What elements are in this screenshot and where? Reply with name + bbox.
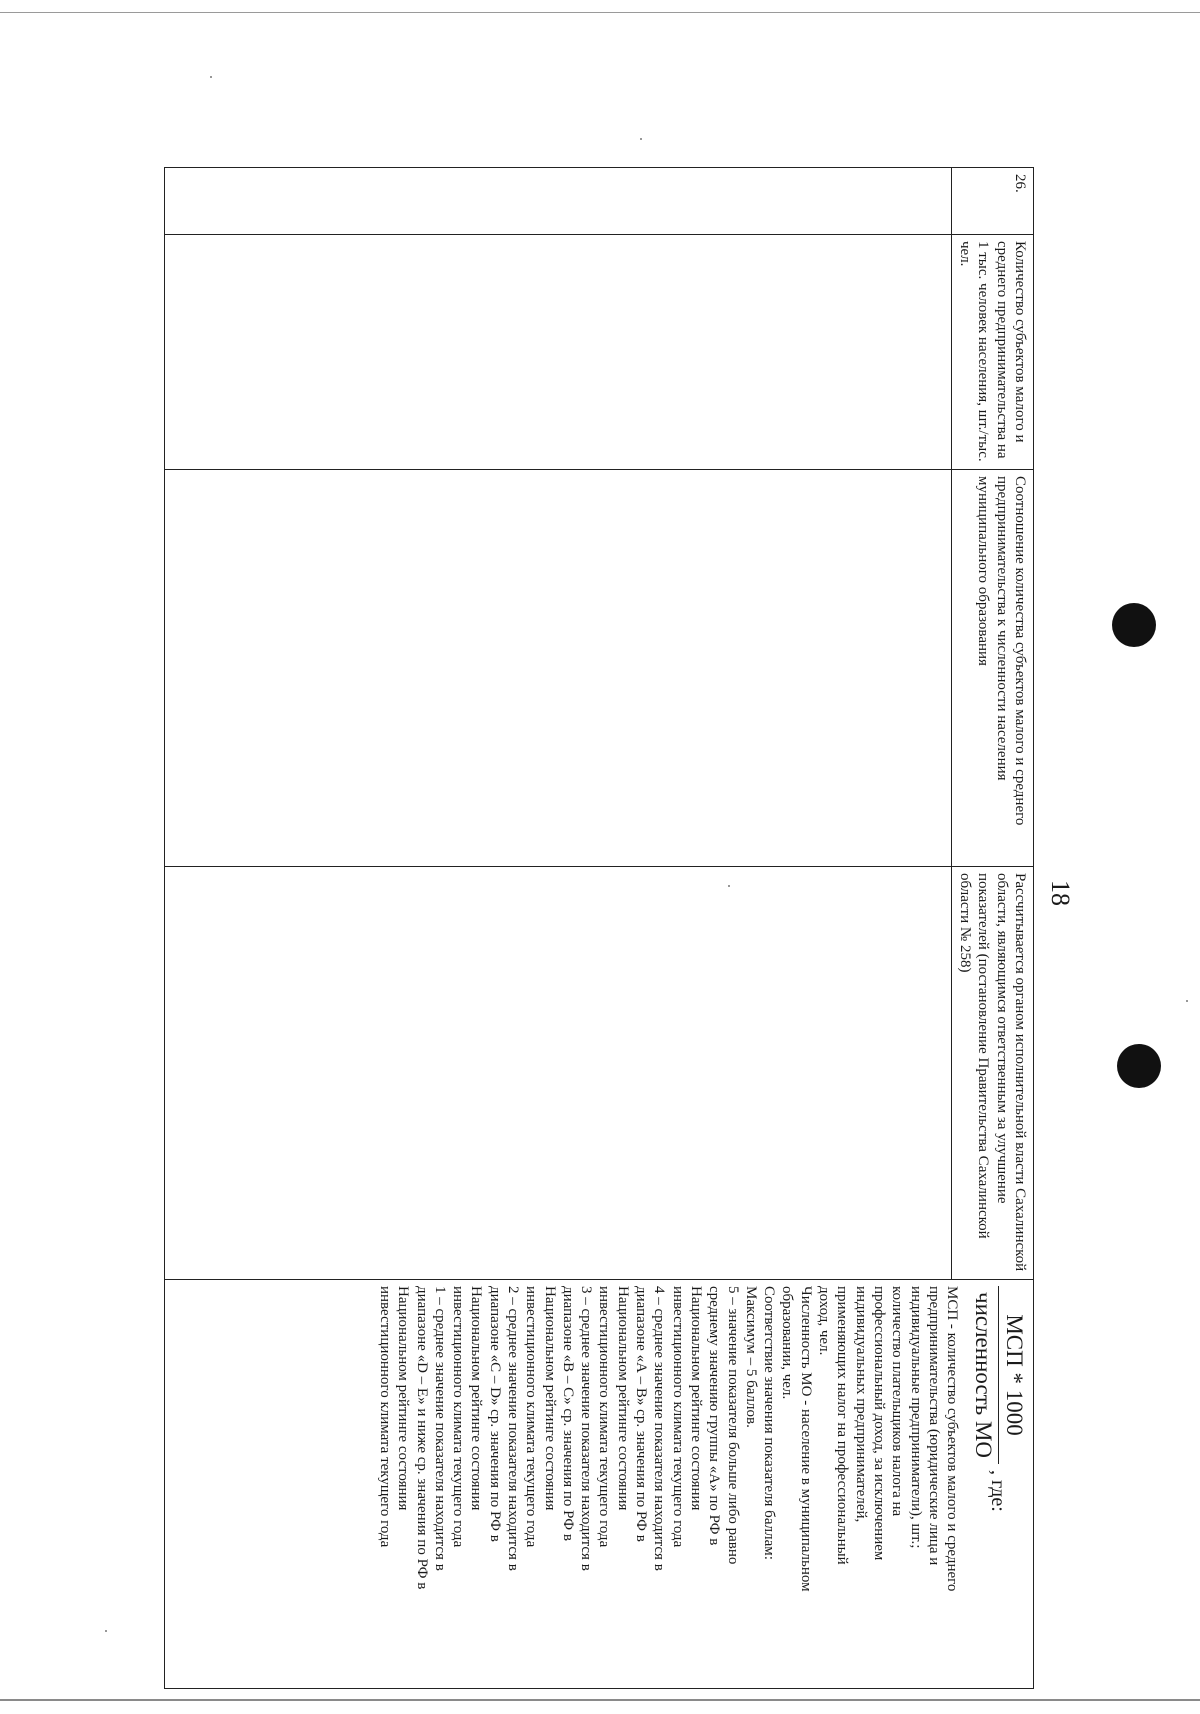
indicator-description-cell [951,470,1033,867]
text-line: индивидуальных предпринимателей, [852,1286,869,1523]
text-line: количество плательщиков налога на [889,1286,906,1517]
page-number: 18 [1046,880,1075,906]
text-line: диапазоне «А – В» ср. значения по РФ в [633,1286,650,1542]
text-line: инвестиционного климата текущего года [376,1286,393,1548]
text-line: Численность МО - население в муниципальном [797,1286,814,1592]
text-line: Национальном рейтинге состояния [468,1286,485,1511]
indicator-name-cell [951,235,1033,470]
scan-speck [210,76,212,78]
text-line: Национальном рейтинге состояния [687,1286,704,1511]
indicator-source-cell [951,867,1033,1280]
text-line: применяющих налог на профессиональный [834,1286,851,1565]
text-line: инвестиционного климата текущего года [596,1286,613,1548]
row-number: 26. [1012,174,1028,193]
indicator-description: Соотношение количества субъектов малого и среднего предпринимательства к численности населения муниципального образования [975,476,1028,826]
scan-speck [640,138,642,140]
row-number-cell [951,168,1033,235]
text-line: Максимум – 5 баллов. [742,1286,759,1428]
text-line: 3 – среднее значение показателя находится в [578,1286,595,1571]
text-line: Национальном рейтинге состояния [614,1286,631,1511]
indicator-name: Количество субъектов малого и среднего предпринимательства на 1 тыс. человек населения, шт./тыс. чел. [957,241,1028,462]
text-line: 2 – среднее значение показателя находится в [505,1286,521,1571]
scan-top-edge [0,12,1200,13]
formula-where: , где: [987,1470,1010,1512]
formula-numerator: МСП * 1000 [998,1286,1027,1464]
table-row [951,168,1033,1689]
text-line: 5 – значение показателя больше либо равно [724,1286,741,1565]
text-line: профессиональный доход, за исключением [870,1286,887,1561]
text-line: инвестиционного климата текущего года [450,1286,467,1548]
empty-cell [165,867,952,1280]
punch-hole [1112,603,1156,647]
formula-fraction [969,1286,1027,1464]
empty-cell [165,235,952,470]
text-line: доход, чел. [816,1286,833,1356]
text-line: Соответствие значения показателя баллам: [761,1286,778,1560]
text-line: Национальном рейтинге состояния [395,1286,412,1511]
punch-hole [1117,1044,1161,1088]
text-line: образовании, чел. [779,1286,796,1400]
formula-denominator: численность МО [970,1292,996,1459]
text-line: индивидуальные предприниматели), шт.; [907,1286,924,1549]
indicator-table [164,167,1034,1689]
text-line: Национальном рейтинге состояния [541,1286,558,1511]
scan-bottom-edge [0,1699,1200,1701]
text-line: 4 – среднее значение показателя находится в [651,1286,668,1571]
empty-cell [165,470,952,867]
scan-speck [1186,1000,1188,1002]
text-line: предпринимательства (юридические лица и [925,1286,942,1566]
formula-explanation [376,1286,962,1682]
text-line: МСП - количество субъектов малого и среднего [944,1286,961,1592]
indicator-source: Рассчитывается органом исполнительной власти Сахалинской области, являющимся ответственным за улучшение показателей (постановление Правительства Сахалинской области № 258) [957,873,1028,1272]
text-line: диапазоне «D – Е» и ниже ср. значения по РФ в [413,1286,430,1590]
text-line: 1 – среднее значение показателя находится в [431,1286,448,1571]
text-line: инвестиционного климата текущего года [669,1286,686,1548]
text-line: инвестиционного климата текущего года [523,1286,540,1548]
indicator-formula-cell [165,1280,1034,1689]
rotated-page-content [164,167,1034,1623]
formula [969,1286,1027,1682]
empty-cell [165,168,952,235]
scan-speck [105,1630,107,1632]
text-line: диапазоне «В – С» ср. значения по РФ в [559,1286,576,1541]
text-line: диапазоне «С – D» ср. значения по РФ в [486,1286,503,1542]
text-line: среднему значению группы «А» по РФ в [706,1286,723,1546]
